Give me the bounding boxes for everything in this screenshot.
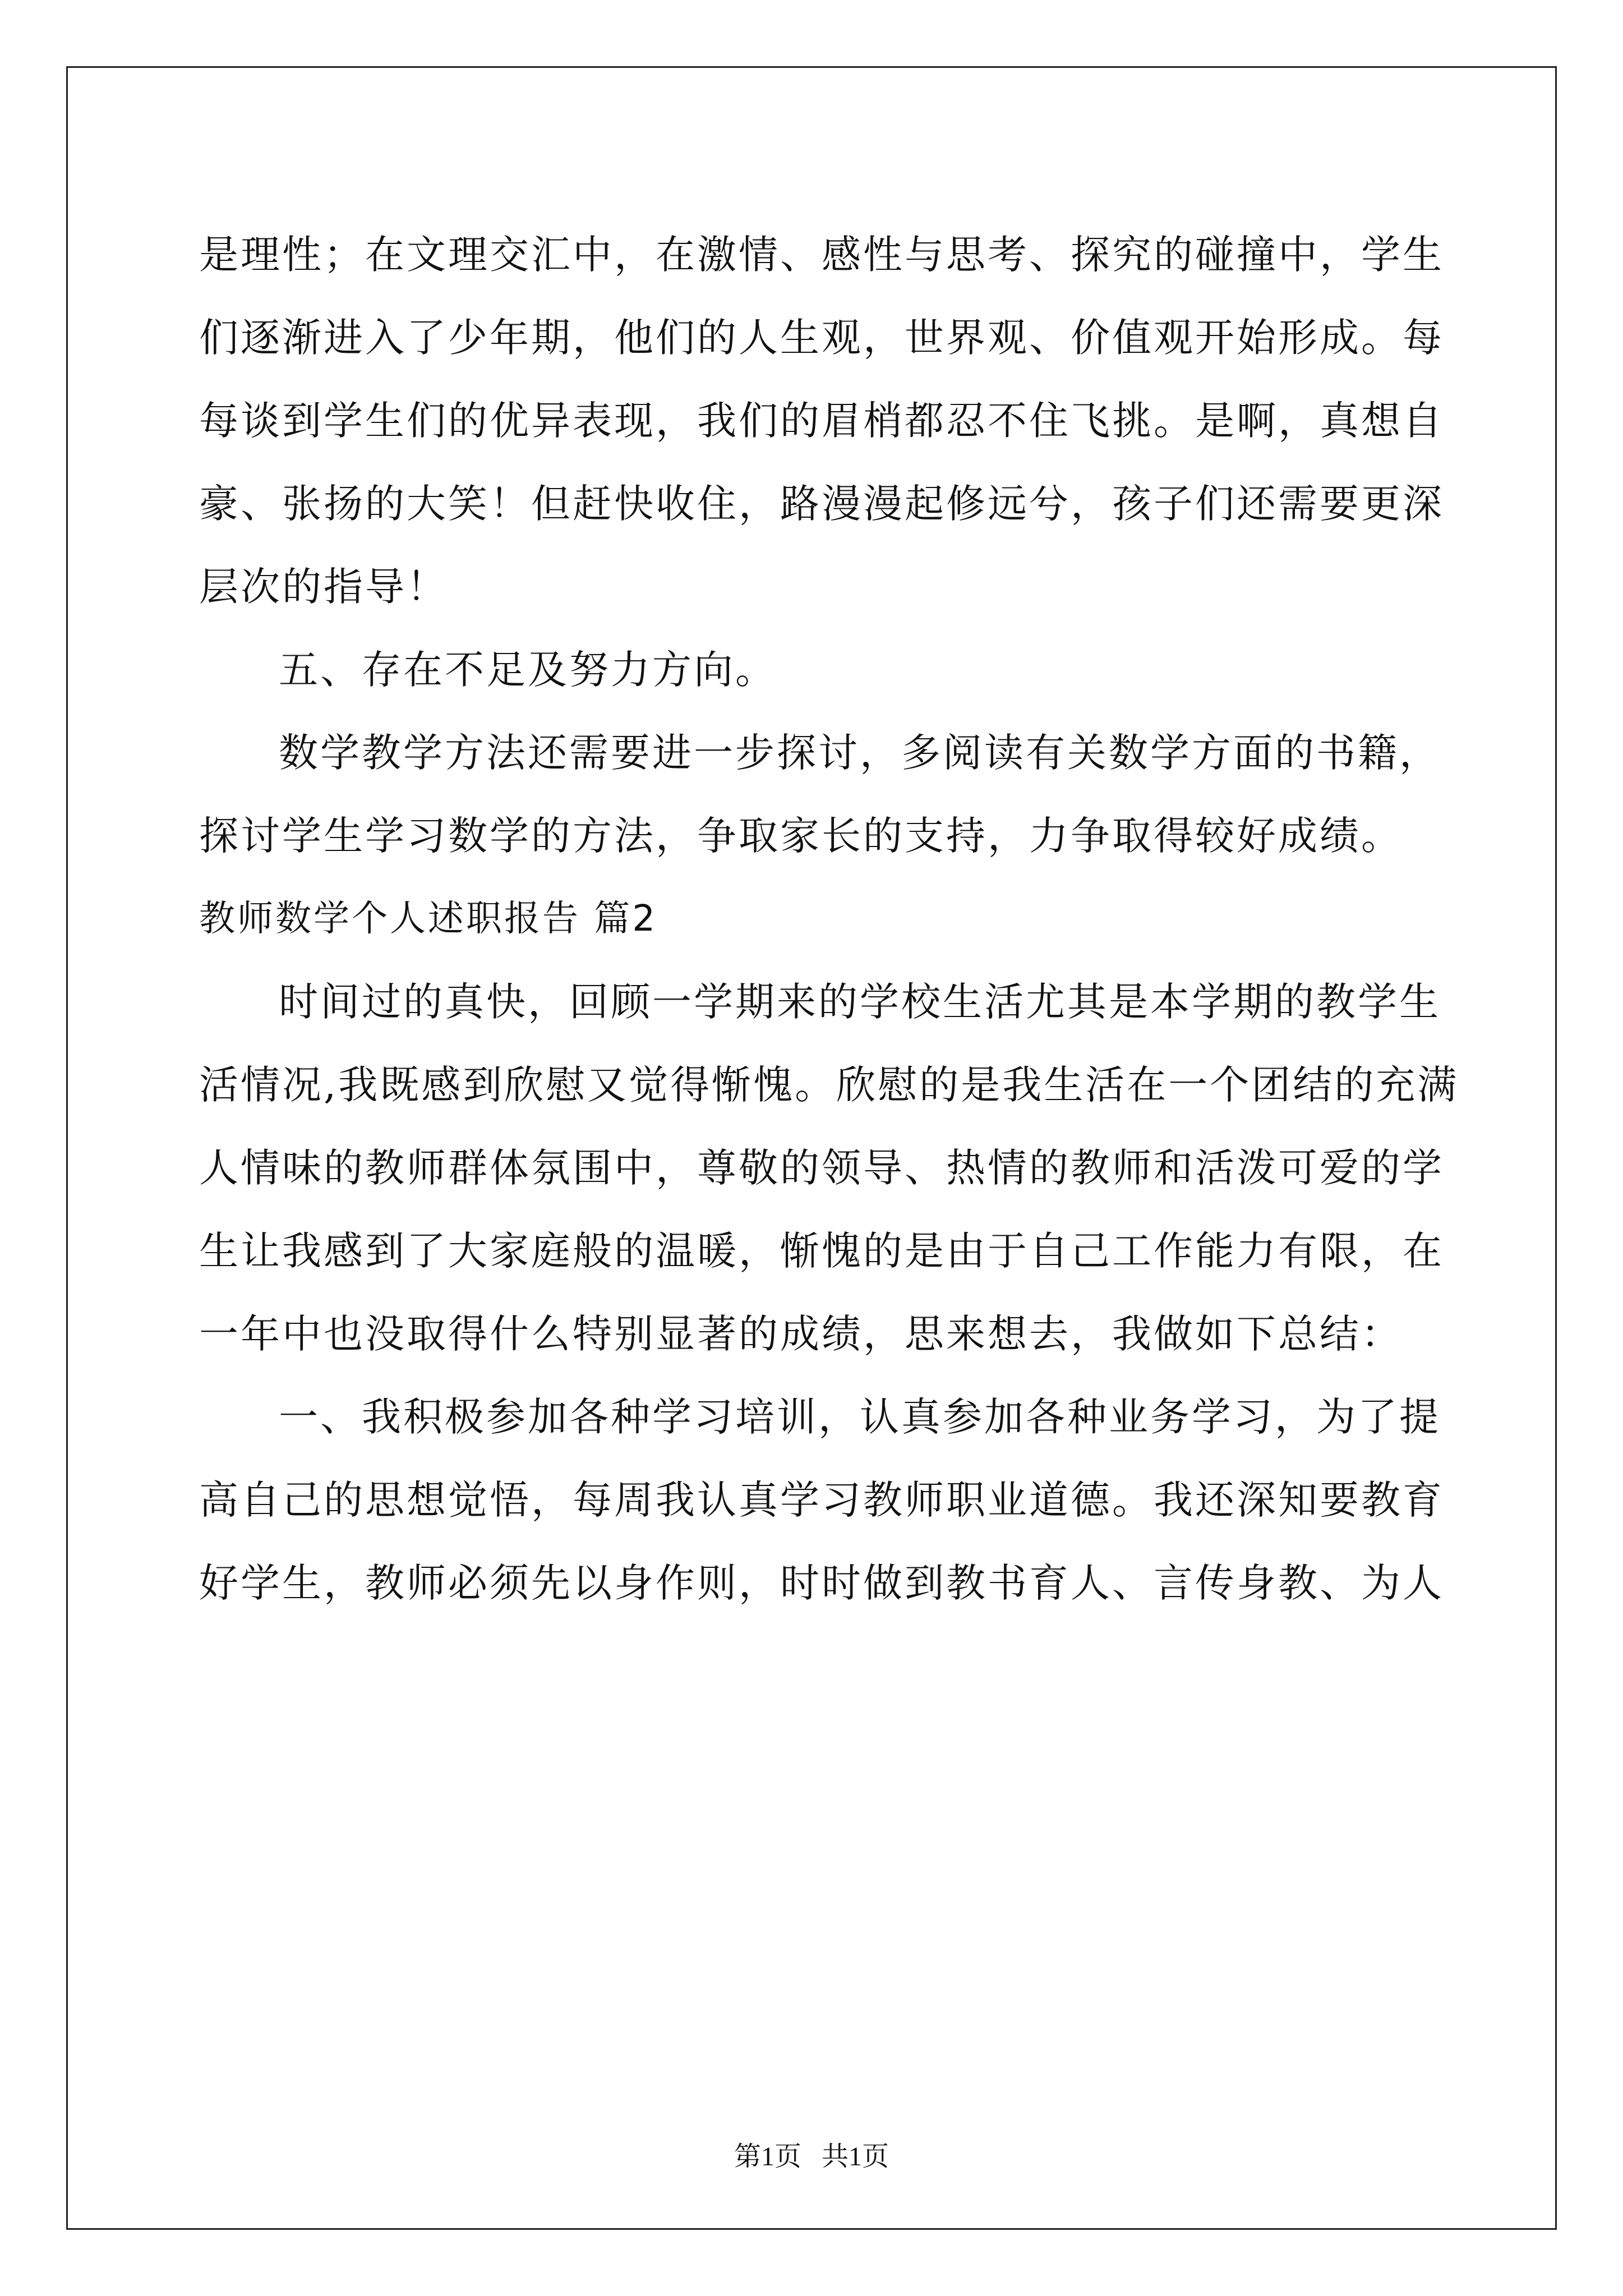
text-line: 一、我积极参加各种学习培训，认真参加各种业务学习，为了提 xyxy=(279,1394,1441,1440)
article-title: 教师数学个人述职报告 篇2 xyxy=(199,898,658,940)
page-number: 第1页 xyxy=(734,2142,801,2171)
page-total: 共1页 xyxy=(822,2142,889,2171)
text-line: 一年中也没取得什么特别显著的成绩，思来想去，我做如下总结： xyxy=(199,1311,1403,1357)
text-line: 是理性；在文理交汇中，在激情、感性与思考、探究的碰撞中，学生 xyxy=(199,232,1444,278)
text-line: 探讨学生学习数学的方法，争取家长的支持，力争取得较好成绩。 xyxy=(199,813,1403,859)
text-line: 好学生，教师必须先以身作则，时时做到教书育人、言传身教、为人 xyxy=(199,1560,1444,1606)
text-line: 人情味的教师群体氛围中，尊敬的领导、热情的教师和活泼可爱的学 xyxy=(199,1145,1444,1191)
page-footer xyxy=(0,2134,1623,2173)
text-line: 豪、张扬的大笑！但赶快收住，路漫漫起修远兮，孩子们还需要更深 xyxy=(199,481,1444,527)
text-line: 活情况,我既感到欣慰又觉得惭愧。欣慰的是我生活在一个团结的充满 xyxy=(199,1062,1459,1108)
text-line: 数学教学方法还需要进一步探讨，多阅读有关数学方面的书籍， xyxy=(279,730,1441,776)
text-line: 时间过的真快，回顾一学期来的学校生活尤其是本学期的教学生 xyxy=(279,979,1441,1025)
text-line: 层次的指导！ xyxy=(199,564,448,610)
text-line: 每谈到学生们的优异表现，我们的眉梢都忍不住飞挑。是啊，真想自 xyxy=(199,398,1444,444)
text-line: 高自己的思想觉悟，每周我认真学习教师职业道德。我还深知要教育 xyxy=(199,1477,1444,1523)
section-heading: 五、存在不足及努力方向。 xyxy=(279,647,777,693)
text-line: 们逐渐进入了少年期，他们的人生观，世界观、价值观开始形成。每 xyxy=(199,315,1444,361)
text-line: 生让我感到了大家庭般的温暖，惭愧的是由于自己工作能力有限，在 xyxy=(199,1228,1444,1274)
document-body xyxy=(199,213,1459,1625)
